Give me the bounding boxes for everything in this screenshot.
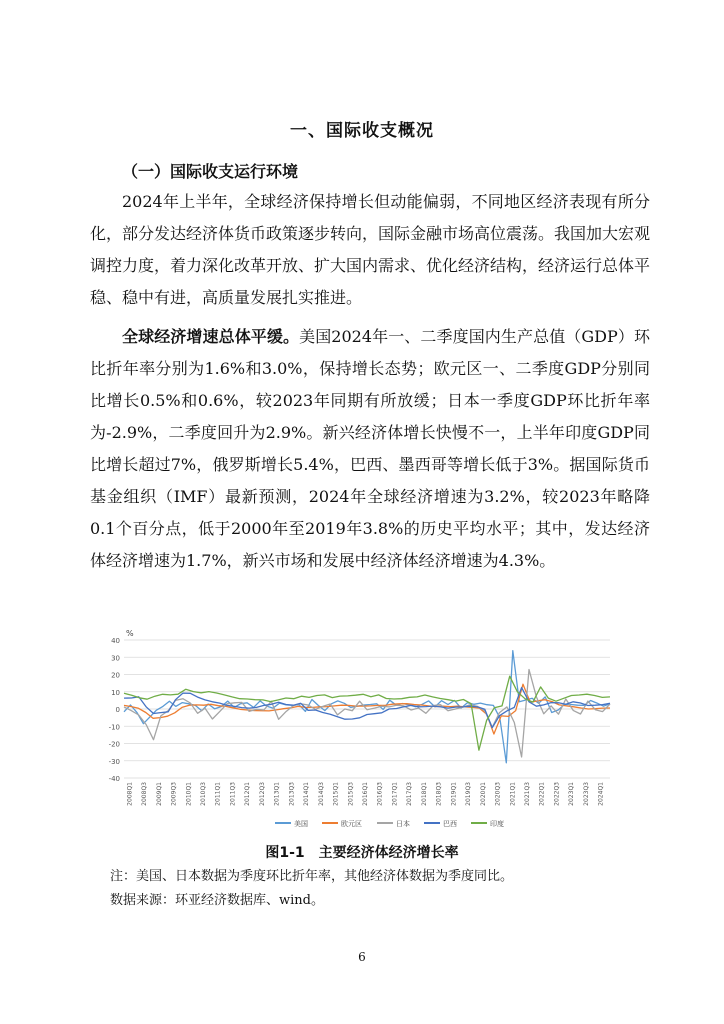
x-tick-label: 2024Q1 (597, 782, 605, 806)
x-tick-label: 2010Q1 (185, 782, 193, 806)
x-tick-label: 2018Q3 (435, 782, 443, 806)
y-tick-label: -40 (108, 775, 120, 783)
x-tick-label: 2009Q3 (170, 782, 178, 806)
x-tick-label: 2019Q1 (450, 782, 458, 806)
x-tick-label: 2010Q3 (200, 782, 207, 806)
x-tick-label: 2020Q3 (494, 782, 502, 806)
figure-caption: 图1-1 主要经济体经济增长率 (265, 845, 459, 861)
x-tick-label: 2023Q3 (582, 782, 590, 806)
x-tick-label: 2012Q1 (244, 782, 252, 806)
y-tick-label: -10 (108, 723, 120, 732)
x-tick-label: 2018Q1 (420, 782, 428, 806)
x-tick-label: 2017Q3 (406, 782, 414, 806)
x-tick-label: 2021Q3 (524, 782, 531, 806)
legend-label: 欧元区 (341, 820, 362, 828)
legend-label: 美国 (294, 820, 308, 828)
x-tick-label: 2015Q1 (332, 782, 340, 806)
y-tick-label: 10 (111, 688, 120, 697)
x-tick-label: 2009Q1 (155, 782, 163, 806)
y-tick-label: -30 (108, 757, 120, 766)
data-source-note: 数据来源：环亚经济数据库、wind。 (110, 893, 324, 908)
x-tick-label: 2022Q3 (553, 782, 561, 806)
x-tick-label: 2014Q1 (303, 782, 311, 806)
x-tick-label: 2017Q1 (391, 782, 399, 806)
x-tick-label: 2022Q1 (538, 782, 546, 806)
paragraph-global-growth (90, 321, 650, 577)
growth-rate-chart-svg (90, 626, 620, 836)
x-tick-label: 2016Q1 (362, 782, 369, 806)
y-tick-label: -20 (108, 740, 120, 749)
series-line (124, 670, 610, 758)
x-tick-label: 2016Q3 (376, 782, 384, 806)
x-tick-label: 2020Q1 (479, 782, 487, 806)
x-tick-label: 2012Q3 (258, 782, 266, 806)
y-tick-label: 30 (111, 654, 120, 663)
legend-label: 巴西 (443, 820, 457, 828)
unit-label: % (126, 629, 134, 638)
y-tick-label: 40 (111, 637, 120, 645)
x-tick-label: 2011Q1 (214, 782, 222, 806)
paragraph-lead: 全球经济增速总体平缓。 (122, 327, 300, 346)
figure-note: 注：美国、日本数据为季度环比折年率，其他经济体数据为季度同比。 (110, 869, 514, 884)
x-tick-label: 2013Q3 (288, 782, 296, 806)
x-tick-label: 2013Q1 (273, 782, 281, 806)
growth-rate-chart (90, 626, 620, 836)
x-tick-label: 2015Q3 (347, 782, 355, 806)
x-tick-label: 2021Q1 (509, 782, 517, 806)
legend-label: 印度 (490, 820, 504, 828)
y-tick-label: 0 (115, 706, 120, 714)
section-heading: （一）国际收支运行环境 (122, 162, 299, 181)
x-tick-label: 2023Q1 (568, 782, 576, 806)
legend-label: 日本 (396, 820, 410, 828)
series-line (124, 651, 610, 763)
x-tick-label: 2008Q1 (126, 782, 134, 806)
page-number: 6 (358, 950, 366, 964)
x-tick-label: 2014Q3 (317, 782, 325, 806)
page-title: 一、国际收支概况 (290, 121, 434, 141)
x-tick-label: 2011Q3 (229, 782, 237, 806)
y-tick-label: 20 (111, 671, 120, 680)
x-tick-label: 2008Q3 (141, 782, 149, 806)
paragraph-economic-environment: 2024年上半年，全球经济保持增长但动能偏弱，不同地区经济表现有所分化，部分发达经济体货币政策逐步转向，国际金融市场高位震荡。我国加大宏观调控力度，着力深化改革开放、扩大国内需求、优化经济结构，经济运行总体平稳、稳中有进，高质量发展扎实推进。 (90, 192, 651, 307)
paragraph-body: 美国2024年一、二季度国内生产总值（GDP）环比折年率分别为1.6%和3.0%，保持增长态势；欧元区一、二季度GDP分别同比增长0.5%和0.6%，较2023年同期有所放缓；日本一季度GDP环比折年率为-2.9%，二季度回升为2.9%。新兴经济体增长快慢不一，上半年印度GDP同比增长超过7%，俄罗斯增长5.4%，巴西、墨西哥等增长低于3%。据国际货币基金组织（IMF）最新预测，2024年全球经济增速为3.2%，较2023年略降0.1个百分点，低于2000年至2019年3.8%的历史平均水平；其中，发达经济体经济增速为1.7%，新兴市场和发展中经济体经济增速为4.3%。 (90, 327, 650, 570)
x-tick-label: 2019Q3 (465, 782, 473, 806)
